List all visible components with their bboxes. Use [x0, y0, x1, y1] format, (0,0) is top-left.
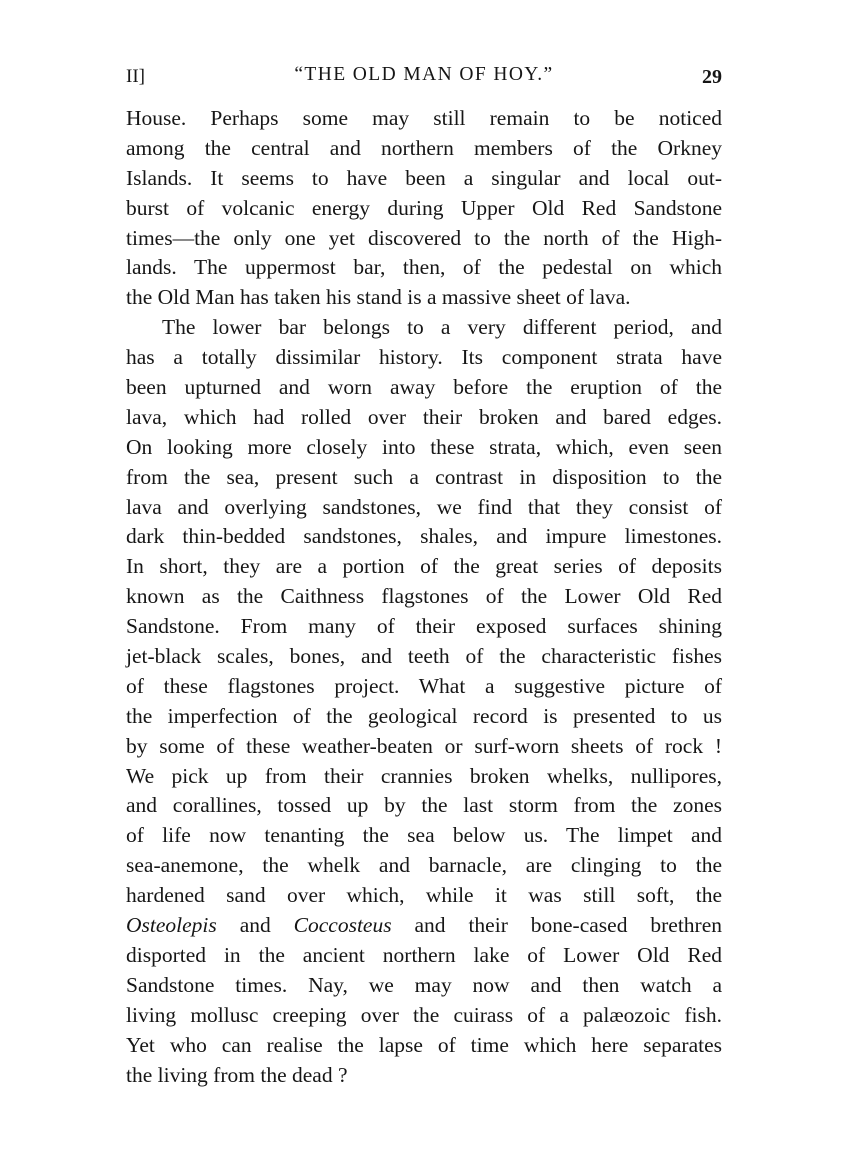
paragraph-1 — [126, 104, 722, 313]
text-line: Osteolepis and Coccosteus and their bone-cased brethren — [126, 913, 722, 938]
text-line: by some of these weather-beaten or surf-worn sheets of rock ! — [126, 733, 722, 758]
text-line: hardened sand over which, while it was still soft, the — [126, 883, 722, 908]
text-line: of these flagstones project. What a suggestive picture of — [126, 673, 722, 698]
text-line: the imperfection of the geological record is presented to us — [126, 703, 722, 728]
running-header — [126, 58, 722, 94]
text-line: burst of volcanic energy during Upper Old Red Sandstone — [126, 195, 722, 220]
text-line: from the sea, present such a contrast in disposition to the — [126, 464, 722, 489]
text-line: House. Perhaps some may still remain to be noticed — [126, 106, 722, 130]
text-line: Sandstone. From many of their exposed surfaces shining — [126, 614, 722, 639]
text-line: among the central and northern members of the Orkney — [126, 135, 722, 160]
text-line: the Old Man has taken his stand is a massive sheet of lava. — [126, 285, 631, 310]
running-title: “THE OLD MAN OF HOY.” — [294, 64, 554, 85]
text-line: living mollusc creeping over the cuirass of a palæozoic fish. — [126, 1002, 722, 1027]
text-line: and corallines, tossed up by the last storm from the zones — [126, 793, 722, 818]
paragraph-2 — [126, 313, 722, 1090]
text-line: lands. The uppermost bar, then, of the pedestal on which — [126, 255, 722, 280]
text-line: dark thin-bedded sandstones, shales, and impure limestones. — [126, 524, 722, 549]
text-line: times—the only one yet discovered to the north of the High- — [126, 225, 722, 250]
text-line: jet-black scales, bones, and teeth of the characteristic fishes — [126, 644, 722, 669]
text-line: known as the Caithness flagstones of the Lower Old Red — [126, 584, 722, 609]
text-line: On looking more closely into these strata, which, even seen — [126, 434, 722, 459]
body-text — [126, 104, 722, 1090]
text-line: been upturned and worn away before the eruption of the — [126, 375, 722, 400]
text-line: the living from the dead ? — [126, 1062, 348, 1087]
text-line: We pick up from their crannies broken whelks, nullipores, — [126, 763, 722, 788]
text-line: The lower bar belongs to a very different period, and — [162, 315, 722, 340]
text-line: Islands. It seems to have been a singular and local out- — [126, 165, 722, 190]
italic-genus-name: Osteolepis — [126, 913, 217, 938]
text-line: lava, which had rolled over their broken and bared edges. — [126, 404, 722, 429]
italic-genus-name: Coccosteus — [293, 913, 392, 938]
text-line: disported in the ancient northern lake of Lower Old Red — [126, 942, 722, 967]
text-line: Yet who can realise the lapse of time which here separates — [126, 1032, 722, 1057]
text-line: of life now tenanting the sea below us. The limpet and — [126, 823, 722, 848]
text-line: lava and overlying sandstones, we find that they consist of — [126, 494, 722, 519]
chapter-number: II] — [126, 66, 145, 87]
text-line: Sandstone times. Nay, we may now and then watch a — [126, 972, 722, 997]
text-line: sea-anemone, the whelk and barnacle, are clinging to the — [126, 853, 722, 878]
text-line: has a totally dissimilar history. Its component strata have — [126, 345, 722, 370]
page-number: 29 — [702, 66, 722, 88]
text-line: In short, they are a portion of the great series of deposits — [126, 554, 722, 579]
